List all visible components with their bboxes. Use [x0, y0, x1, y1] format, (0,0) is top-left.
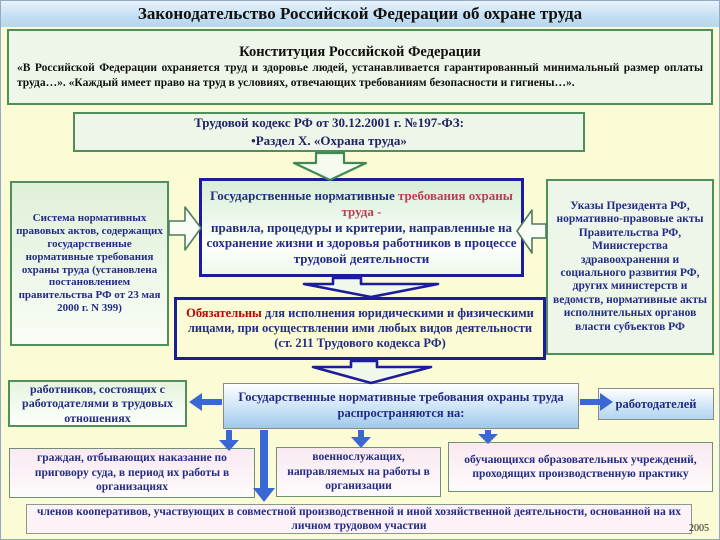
year-label: 2005 — [689, 523, 709, 534]
constitution-title: Конституция Российской Федерации — [239, 44, 481, 61]
labor-code-box — [73, 112, 585, 152]
mandatory-highlight: Обязательны — [186, 306, 262, 320]
military-box: военнослужащих, направляемых на работы в организации — [276, 447, 441, 497]
arrow-right-system-to-requirements-icon — [169, 207, 201, 250]
students-box: обучающихся образовательных учреждений, проходящих производственную практику — [448, 442, 713, 492]
labor-code-line1: Трудовой кодекс РФ от 30.12.2001 г. №197-ФЗ: — [194, 115, 464, 131]
constitution-box — [7, 29, 713, 105]
labor-code-line2: •Раздел X. «Охрана труда» — [251, 133, 407, 148]
arrow-down-scope-to-coop-icon — [253, 430, 275, 502]
system-acts-box: Система нормативных правовых актов, содержащих государственные нормативные требования охраны труда (установлена постановлением правительства РФ от 23 мая 2000 г. N 399) — [10, 181, 169, 346]
state-requirements-box — [199, 178, 524, 277]
scope-header-box: Государственные нормативные требования охраны труда распространяются на: — [223, 383, 579, 429]
constitution-body: «В Российской Федерации охраняется труд и здоровье людей, устанавливается гарантированный минимальный размер оплаты труда…». «Каждый имеет право на труд в условиях, отвечающих требованиям безопасности и гигиены…». — [17, 62, 703, 89]
mandatory-head — [181, 306, 539, 336]
arrow-down-scope-to-military-icon — [351, 430, 371, 448]
coop-members-box: членов кооперативов, участвующих в совместной производственной и иной хозяйственной деятельности, основанной на их личном трудовом участии — [26, 504, 692, 534]
state-requirements-lead: Государственные нормативные — [210, 187, 398, 203]
mandatory-body: для исполнения юридическими и физическими лицами, при осуществлении ими любых видов деятельности — [187, 306, 534, 335]
mandatory-reference: (ст. 211 Трудового кодекса РФ) — [274, 336, 446, 350]
arrow-left-scope-to-workers-icon — [189, 393, 222, 411]
arrow-down-labor-to-requirements-icon — [294, 153, 366, 180]
arrow-down-requirements-to-mandatory-icon — [304, 278, 438, 297]
mandatory-box — [174, 297, 546, 360]
state-requirements-highlight: требования охраны труда - — [341, 187, 513, 219]
decrees-box: Указы Президента РФ, нормативно-правовые акты Правительства РФ, Министерства здравоохранения и социального развития РФ, других министерств и ведомств, нормативные акты исполнительных органов власти субъектов РФ — [546, 179, 714, 355]
state-requirements-head — [206, 188, 517, 220]
workers-box: работников, состоящих с работодателями в трудовых отношениях — [8, 380, 187, 427]
employers-box: работодателей — [598, 388, 714, 420]
arrow-down-mandatory-to-scope-icon — [313, 361, 431, 383]
state-requirements-body: правила, процедуры и критерии, направленные на сохранение жизни и здоровья работников в процессе трудовой деятельности — [206, 219, 517, 267]
convicts-box: граждан, отбывающих наказание по приговору суда, в период их работы в организациях — [9, 448, 255, 498]
page-title: Законодательство Российской Федерации об охране труда — [1, 1, 719, 27]
